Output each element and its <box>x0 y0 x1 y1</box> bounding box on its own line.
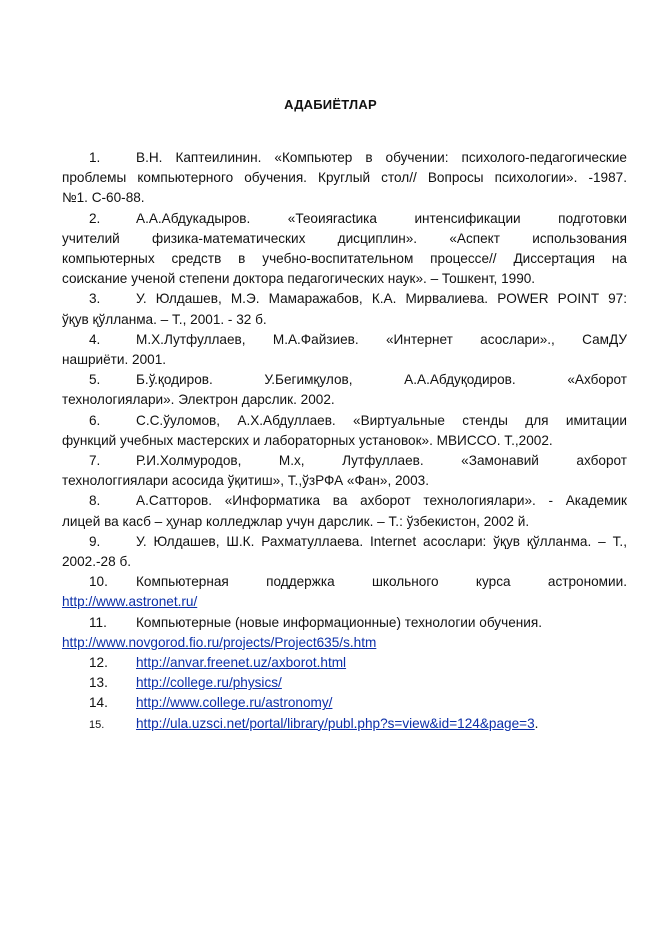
item-number: 1. <box>89 150 101 165</box>
item-number: 7. <box>89 453 101 469</box>
item-number: 15. <box>89 718 105 731</box>
item-text: учителий физика-математических дисциплин». «Аспект использования <box>62 230 627 246</box>
item-text: Б.ў.қодиров. У.Бегимқулов, А.А.Абдуқодиров. «Ахборот <box>136 372 627 388</box>
item-text: компьютерных средств в учебно-воспитательном процессе// Диссертация на <box>62 251 627 267</box>
reference-link[interactable]: http://anvar.freenet.uz/axborot.html <box>136 655 347 671</box>
item-text: В.Н. Каптеилинин. «Компьютер в обучении: психолого-педагогические <box>136 150 627 165</box>
item-text: лицей ва касб – ҳунар колледжлар учун дарслик. – Т.: ўзбекистон, 2002 й. <box>62 513 530 529</box>
reference-link[interactable]: http://www.college.ru/astronomy/ <box>136 695 333 711</box>
list-item <box>62 148 627 209</box>
item-text: соискание ученой степени доктора педагогических наук». – Тошкент, 1990. <box>62 271 536 287</box>
item-number: 13. <box>89 675 108 691</box>
list-item <box>62 572 627 612</box>
item-number: 12. <box>89 655 108 671</box>
item-text: У. Юлдашев, Ш.К. Рахматуллаева. Internet асослари: ўқув қўлланма. – Т., <box>136 533 627 549</box>
item-text: Компьютерные (новые информационные) технологии обучения. <box>136 614 542 630</box>
list-item <box>62 451 627 491</box>
list-item <box>62 653 627 673</box>
item-text: С.С.ўуломов, А.Х.Абдуллаев. «Виртуальные стенды для имитации <box>136 412 627 428</box>
bibliography-list <box>62 148 627 735</box>
item-number: 9. <box>89 533 101 549</box>
item-text: технологгиялари асосида ўқитиш», Т.,ўзРФА «Фан», 2003. <box>62 473 430 489</box>
item-text: 2002.-28 б. <box>62 554 132 570</box>
list-item <box>62 613 627 653</box>
item-text: функций учебных мастерских и лабораторных установок». МВИССО. Т.,2002. <box>62 432 553 448</box>
list-item <box>62 673 627 693</box>
item-number: 4. <box>89 331 101 347</box>
item-number: 11. <box>89 614 107 630</box>
item-text: А.А.Абдукадыров. «Теоияractика интенсификации подготовки <box>136 210 627 226</box>
page-title: АДАБИЁТЛАР <box>284 97 377 112</box>
list-item <box>62 532 627 572</box>
list-item <box>62 209 627 290</box>
item-number: 6. <box>89 412 101 428</box>
list-item <box>62 289 627 329</box>
item-text: Р.И.Холмуродов, М.х, Лутфуллаев. «Замонавий ахборот <box>136 453 627 469</box>
item-text: нашриёти. 2001. <box>62 352 167 368</box>
item-suffix: . <box>534 715 539 731</box>
item-number: 5. <box>89 372 101 388</box>
reference-link[interactable]: http://www.novgorod.fio.ru/projects/Project635/s.htm <box>62 634 377 650</box>
reference-link[interactable]: http://www.astronet.ru/ <box>62 594 198 610</box>
item-text: А.Сатторов. «Информатика ва ахборот технологиялари». - Академик <box>136 493 627 509</box>
item-text: проблемы компьютерного обучения. Круглый стол// Вопросы психологии». -1987. <box>62 170 627 186</box>
reference-link[interactable]: http://ula.uzsci.net/portal/library/publ.php?s=view&id=124&page=3 <box>136 715 535 731</box>
list-item <box>62 411 627 451</box>
item-number: 2. <box>89 210 101 226</box>
list-item <box>62 491 627 531</box>
list-item <box>62 370 627 410</box>
list-item <box>62 330 627 370</box>
item-text: М.Х.Лутфуллаев, М.А.Файзиев. «Интернет асослари»., СамДУ <box>136 331 627 347</box>
item-text: технологиялари». Электрон дарслик. 2002. <box>62 392 335 408</box>
list-item <box>62 693 627 713</box>
item-number: 8. <box>89 493 101 509</box>
item-text: У. Юлдашев, М.Э. Мамаражабов, К.А. Мирвалиева. POWER POINT 97: <box>136 291 627 307</box>
item-text: ўқув қўлланма. – Т., 2001. - 32 б. <box>62 311 267 327</box>
item-number: 10. <box>89 574 108 590</box>
item-text: №1. С-60-88. <box>62 190 145 206</box>
list-item <box>62 714 627 735</box>
item-number: 14. <box>89 695 108 711</box>
item-number: 3. <box>89 291 101 307</box>
reference-link[interactable]: http://college.ru/physics/ <box>136 675 282 691</box>
item-text: Компьютерная поддержка школьного курса астрономии. <box>136 574 627 590</box>
